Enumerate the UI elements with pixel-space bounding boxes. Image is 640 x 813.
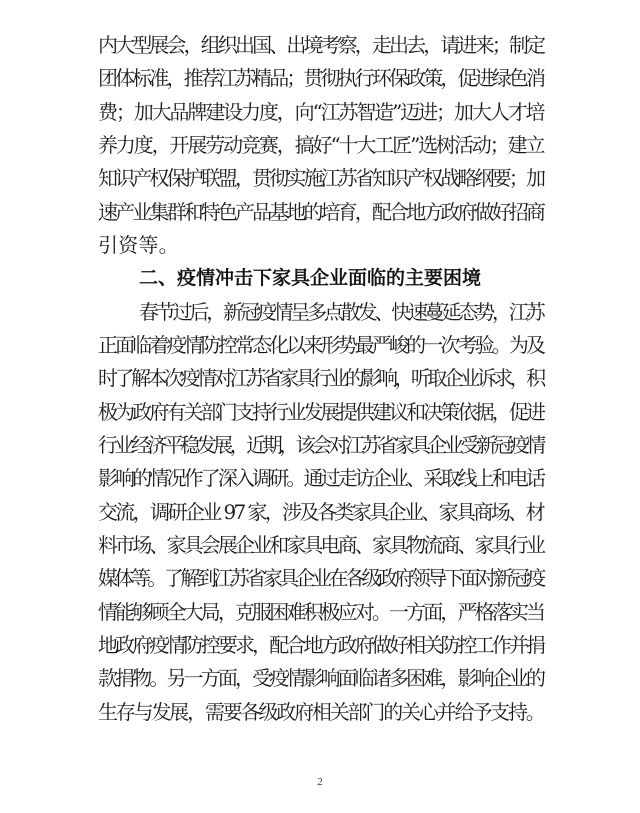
- paragraph2-line: 地政府疫情防控要求，配合地方政府做好相关防控工作并捐: [98, 633, 544, 657]
- paragraph2-line: 行业经济平稳发展，近期，该会对江苏省家具企业受新冠疫情: [98, 433, 543, 457]
- paragraph1-line: 费；加大品牌建设力度，向“江苏智造”迈进；加大人才培: [98, 100, 544, 124]
- paragraph2-line: 影响的情况作了深入调研。通过走访企业、采取线上和电话: [98, 466, 544, 490]
- paragraph1-line: 内大型展会，组织出国、出境考察，走出去，请进来；制定: [98, 33, 544, 57]
- paragraph2-line: 正面临着疫情防控常态化以来形势最严峻的一次考验。为及: [98, 333, 544, 357]
- paragraph2-line: 媒体等。了解到江苏省家具企业在各级政府领导下面对新冠疫: [98, 566, 543, 590]
- paragraph1-line: 团体标准，推荐江苏精品；贯彻执行环保政策，促进绿色消: [98, 66, 544, 90]
- paragraph2-line: 料市场、家具会展企业和家具电商、家具物流商、家具行业: [98, 533, 544, 557]
- paragraph1-line: 引资等。: [98, 233, 179, 257]
- paragraph2-line: 春节过后，新冠疫情呈多点散发、快速蔓延态势，江苏: [139, 300, 543, 324]
- paragraph2-line: 情能够顾全大局，克服困难积极应对。一方面，严格落实当: [98, 600, 544, 624]
- paragraph2-line: 时了解本次疫情对江苏省家具行业的影响，听取企业诉求，积: [98, 366, 543, 390]
- paragraph2-line: 款捐物。另一方面，受疫情影响面临诸多困难，影响企业的: [98, 666, 544, 690]
- paragraph1-line: 养力度，开展劳动竞赛，搞好“十大工匠”选树活动；建立: [98, 133, 544, 157]
- paragraph1-line: 速产业集群和特色产品基地的培育，配合地方政府做好招商: [98, 200, 544, 224]
- paragraph2-line: 生存与发展，需要各级政府相关部门的关心并给予支持。: [98, 700, 544, 724]
- paragraph2-line: 交流，调研企业 97 家，涉及各类家具企业、家具商场、材: [98, 500, 543, 524]
- page-number: 2: [317, 776, 323, 788]
- paragraph1-line: 知识产权保护联盟，贯彻实施江苏省知识产权战略纲要；加: [98, 166, 544, 190]
- section-heading: 二、疫情冲击下家具企业面临的主要困境: [139, 267, 482, 289]
- paragraph2-line: 极为政府有关部门支持行业发展提供建议和决策依据，促进: [98, 400, 544, 424]
